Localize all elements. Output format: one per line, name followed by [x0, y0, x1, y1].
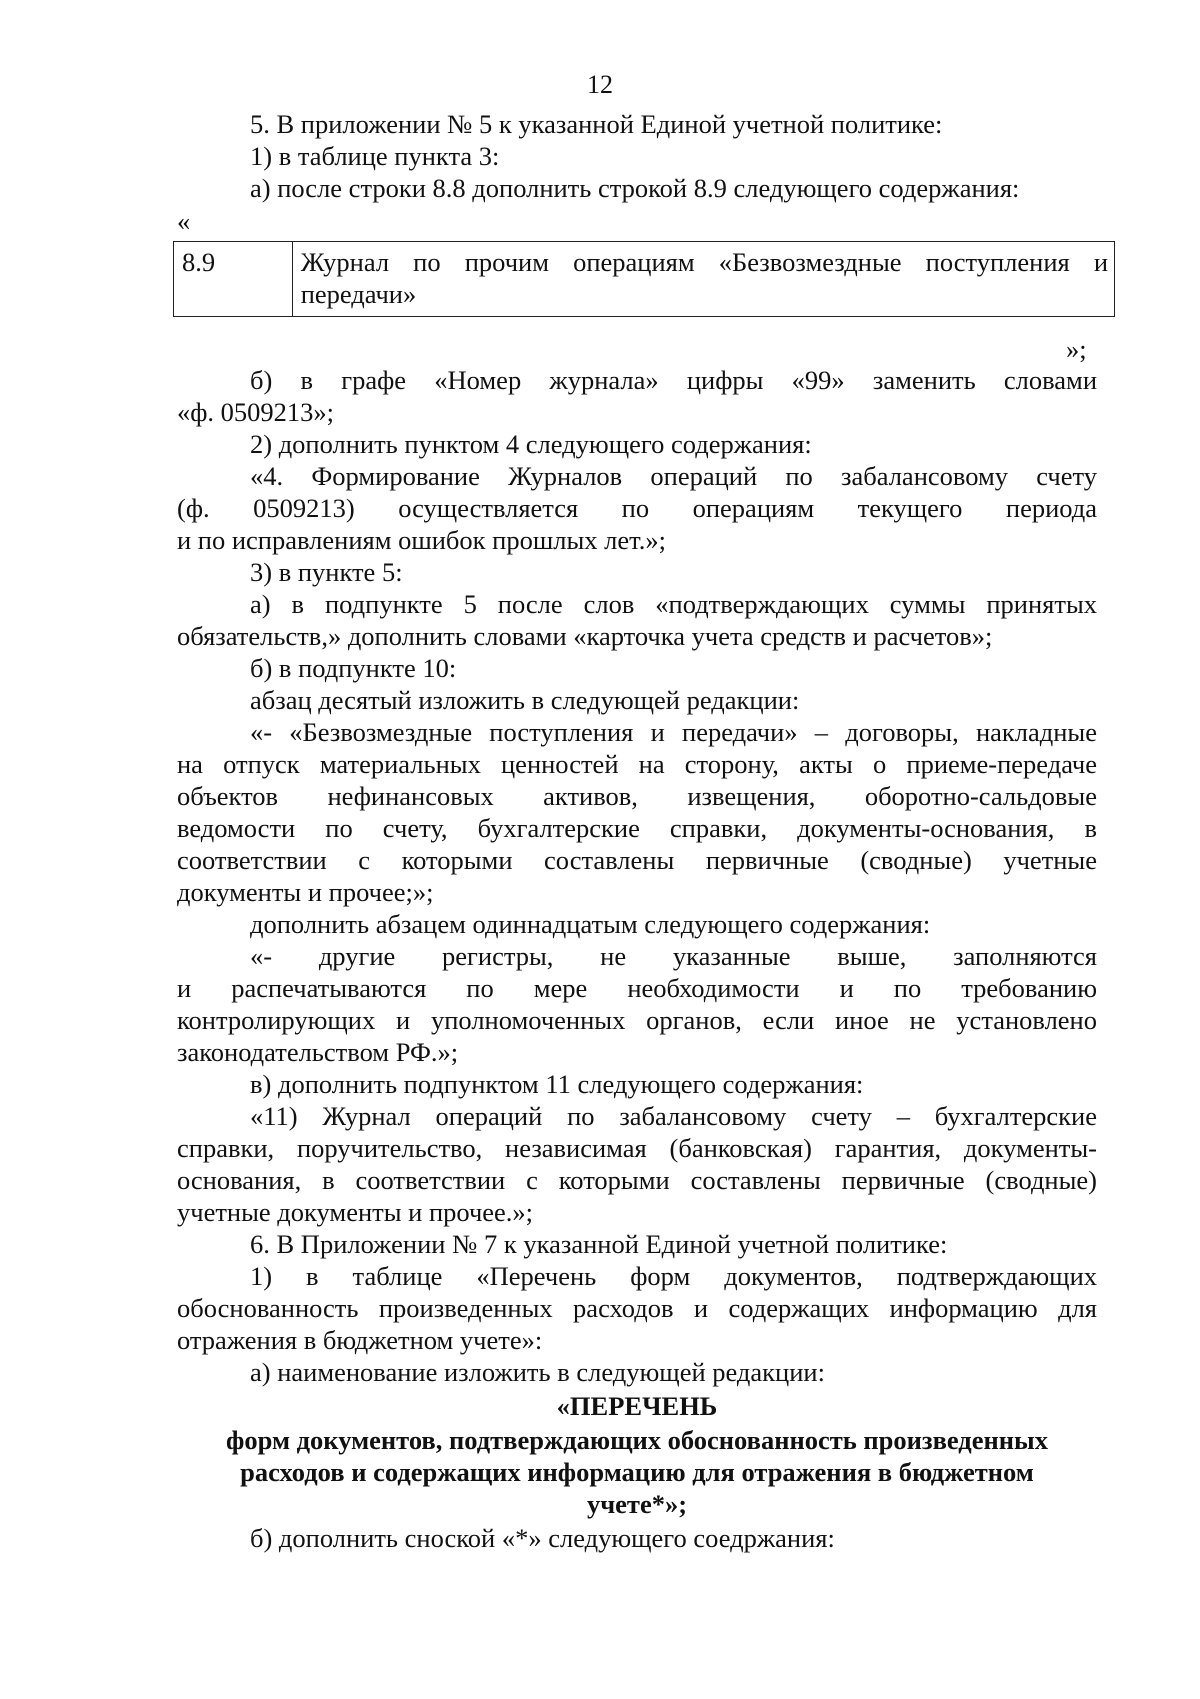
paragraph-line: ведомости по счету, бухгалтерские справки, документы-основания, в [177, 813, 1097, 843]
paragraph-line: 1) в таблице пункта 3: [250, 141, 500, 171]
close-quote: »; [1066, 334, 1087, 364]
paragraph-line: справки, поручительство, независимая (банковская) гарантия, документы- [177, 1133, 1097, 1163]
paragraph-line: «ф. 0509213»; [177, 397, 335, 427]
paragraph-line: обоснованность произведенных расходов и содержащих информацию для [177, 1293, 1097, 1323]
heading-line: учете*»; [586, 1489, 688, 1519]
paragraph-line: законодательством РФ.»; [177, 1037, 459, 1067]
paragraph-line: и распечатываются по мере необходимости и по требованию [177, 973, 1097, 1003]
heading-line: форм документов, подтверждающих обоснованность произведенных [226, 1425, 1048, 1455]
paragraph-line: б) в подпункте 10: [250, 653, 457, 683]
paragraph-line: отражения в бюджетном учете»: [177, 1325, 543, 1355]
paragraph-line: б) в графе «Номер журнала» цифры «99» заменить словами [250, 365, 1097, 395]
open-quote: « [177, 206, 191, 236]
paragraph-line: обязательств,» дополнить словами «карточка учета средств и расчетов»; [177, 621, 993, 651]
page-number: 12 [587, 70, 613, 99]
paragraph-line: учетные документы и прочее.»; [177, 1197, 534, 1227]
paragraph-line: контролирующих и уполномоченных органов, если иное не установлено [177, 1005, 1097, 1035]
paragraph-line: 6. В Приложении № 7 к указанной Единой учетной политике: [250, 1229, 948, 1259]
paragraph-line: а) наименование изложить в следующей редакции: [250, 1357, 825, 1387]
paragraph-line: 3) в пункте 5: [250, 557, 403, 587]
paragraph-line: основания, в соответствии с которыми составлены первичные (сводные) [177, 1165, 1097, 1195]
paragraph-line: и по исправлениям ошибок прошлых лет.»; [177, 525, 666, 555]
paragraph-line: а) после строки 8.8 дополнить строкой 8.9 следующего содержания: [250, 173, 1020, 203]
paragraph-line: документы и прочее;»; [177, 877, 434, 907]
table-cell-text [292, 242, 1114, 317]
paragraph-line: 5. В приложении № 5 к указанной Единой учетной политике: [250, 109, 943, 139]
heading-line: расходов и содержащих информацию для отражения в бюджетном [240, 1457, 1034, 1487]
paragraph-line: б) дополнить сноской «*» следующего соедржания: [250, 1523, 835, 1553]
paragraph-line: «11) Журнал операций по забалансовому счету – бухгалтерские [250, 1101, 1097, 1131]
paragraph-line: «- другие регистры, не указанные выше, заполняются [250, 941, 1097, 971]
paragraph-line: «- «Безвозмездные поступления и передачи» – договоры, накладные [250, 717, 1097, 747]
paragraph-line: соответствии с которыми составлены первичные (сводные) учетные [177, 845, 1097, 875]
paragraph-line: в) дополнить подпунктом 11 следующего содержания: [250, 1069, 864, 1099]
paragraph-line: 1) в таблице «Перечень форм документов, подтверждающих [250, 1261, 1097, 1291]
paragraph-line: дополнить абзацем одиннадцатым следующего содержания: [250, 909, 931, 939]
paragraph-line: объектов нефинансовых активов, извещения, оборотно-сальдовые [177, 781, 1097, 811]
paragraph-line: «4. Формирование Журналов операций по забалансовому счету [250, 461, 1097, 491]
heading-title: «ПЕРЕЧЕНЬ [556, 1391, 718, 1421]
table-cell-text-line: передачи» [300, 279, 417, 309]
table-row [174, 242, 1115, 317]
paragraph-line: на отпуск материальных ценностей на сторону, акты о приеме-передаче [177, 749, 1097, 779]
paragraph-line: а) в подпункте 5 после слов «подтверждающих суммы принятых [250, 589, 1097, 619]
table-cell-number: 8.9 [174, 242, 293, 317]
inserted-table-row [173, 241, 1115, 317]
paragraph-line: (ф. 0509213) осуществляется по операциям текущего периода [177, 493, 1097, 523]
table-cell-text-line: Журнал по прочим операциям «Безвозмездные поступления и [300, 247, 1108, 277]
paragraph-line: абзац десятый изложить в следующей редакции: [250, 685, 800, 715]
paragraph-line: 2) дополнить пунктом 4 следующего содержания: [250, 429, 812, 459]
